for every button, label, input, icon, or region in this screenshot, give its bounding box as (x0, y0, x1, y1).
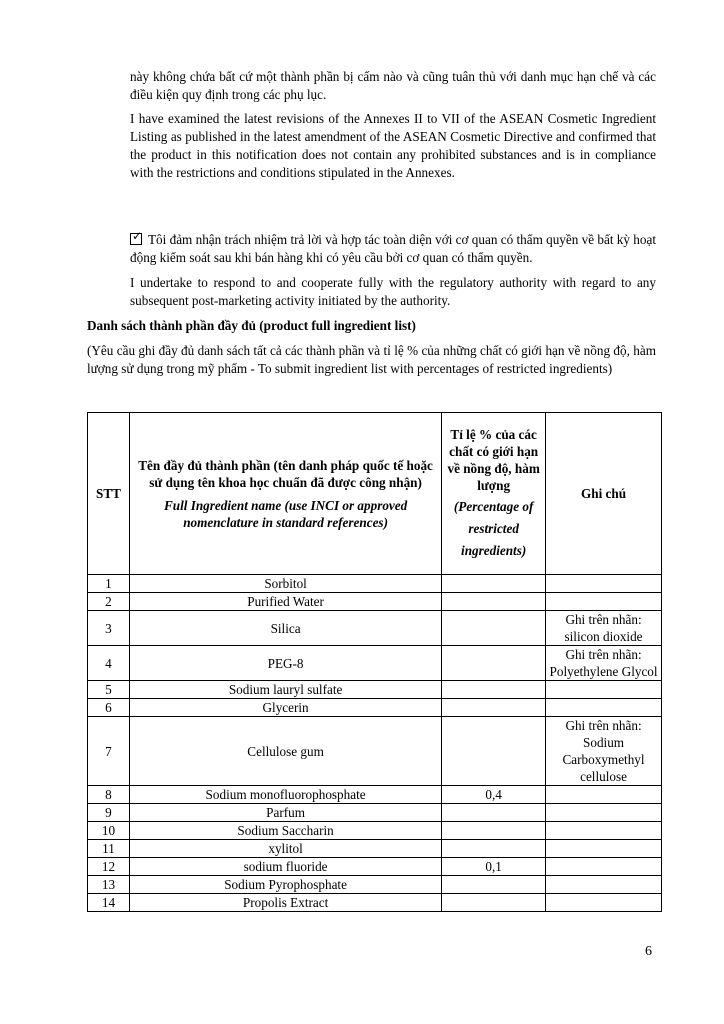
table-row (88, 840, 662, 858)
row-percentage: 0,1 (442, 858, 546, 876)
row-note: Ghi trên nhãn: Polyethylene Glycol (546, 646, 662, 681)
row-note (546, 804, 662, 822)
header-ingredient-name (129, 413, 441, 575)
row-ingredient-name: Sodium monofluorophosphate (129, 786, 441, 804)
row-percentage (442, 681, 546, 699)
row-ingredient-name: PEG-8 (129, 646, 441, 681)
row-ingredient-name: Sodium lauryl sulfate (129, 681, 441, 699)
vi-undertake-paragraph (130, 231, 656, 267)
table-row (88, 681, 662, 699)
row-note (546, 876, 662, 894)
table-row (88, 593, 662, 611)
row-percentage: 0,4 (442, 786, 546, 804)
row-ingredient-name: xylitol (129, 840, 441, 858)
row-ingredient-name: sodium fluoride (129, 858, 441, 876)
row-stt: 12 (88, 858, 130, 876)
row-percentage (442, 840, 546, 858)
row-ingredient-name: Sorbitol (129, 575, 441, 593)
row-stt: 10 (88, 822, 130, 840)
header-percentage (442, 413, 546, 575)
table-row (88, 699, 662, 717)
row-stt: 3 (88, 611, 130, 646)
declaration-checkbox[interactable] (130, 229, 143, 245)
header-name-vi: Tên đầy đủ thành phần (tên danh pháp quốc tế hoặc sử dụng tên khoa học chuẩn đã được công nhận) (138, 457, 433, 490)
check-icon: ✓ (132, 229, 143, 243)
table-row (88, 876, 662, 894)
page-number: 6 (645, 944, 652, 959)
row-note: Ghi trên nhãn: silicon dioxide (546, 611, 662, 646)
table-body (88, 575, 662, 912)
header-note: Ghi chú (546, 413, 662, 575)
vi-annex-paragraph: này không chứa bất cứ một thành phần bị cấm nào và cũng tuân thủ với danh mục hạn chế và các điều kiện quy định trong các phụ lục. (130, 69, 656, 102)
row-percentage (442, 611, 546, 646)
row-percentage (442, 804, 546, 822)
row-note (546, 858, 662, 876)
vi-undertake-text: Tôi đảm nhận trách nhiệm trả lời và hợp tác toàn diện với cơ quan có thẩm quyền về bất kỳ hoạt động kiểm soát sau khi bán hàng khi có yêu cầu bởi cơ quan có thẩm quyền. (130, 232, 656, 265)
en-undertake-paragraph: I undertake to respond to and cooperate fully with the regulatory authority with regard to any subsequent post-marketing activity initiated by the authority. (130, 275, 656, 308)
row-note (546, 699, 662, 717)
row-stt: 6 (88, 699, 130, 717)
row-percentage (442, 575, 546, 593)
row-ingredient-name: Parfum (129, 804, 441, 822)
row-ingredient-name: Purified Water (129, 593, 441, 611)
row-note (546, 681, 662, 699)
row-percentage (442, 894, 546, 912)
header-pct-en: (Percentage of restricted ingredients) (453, 498, 534, 558)
row-stt: 11 (88, 840, 130, 858)
row-note (546, 822, 662, 840)
row-percentage (442, 822, 546, 840)
table-row (88, 822, 662, 840)
row-ingredient-name: Glycerin (129, 699, 441, 717)
row-percentage (442, 699, 546, 717)
table-row (88, 575, 662, 593)
row-stt: 7 (88, 717, 130, 786)
row-percentage (442, 646, 546, 681)
row-ingredient-name: Sodium Pyrophosphate (129, 876, 441, 894)
ingredient-table (87, 412, 662, 912)
row-stt: 14 (88, 894, 130, 912)
row-ingredient-name: Propolis Extract (129, 894, 441, 912)
row-stt: 8 (88, 786, 130, 804)
row-stt: 13 (88, 876, 130, 894)
row-ingredient-name: Cellulose gum (129, 717, 441, 786)
en-annex-paragraph: I have examined the latest revisions of the Annexes II to VII of the ASEAN Cosmetic Ingredient Listing as published in the latest amendment of the ASEAN Cosmetic Directive and confirmed that the product in this notification does not contain any prohibited substances and is in compliance with the restrictions and conditions stipulated in the Annexes. (130, 111, 656, 180)
row-note (546, 840, 662, 858)
row-note: Ghi trên nhãn: Sodium Carboxymethyl cellulose (546, 717, 662, 786)
table-row (88, 894, 662, 912)
ingredient-list-note: (Yêu cầu ghi đầy đủ danh sách tất cả các thành phần và tỉ lệ % của những chất có giới hạn về nồng độ, hàm lượng sử dụng trong mỹ phẩm - To submit ingredient list with percentages of restricted ingredients) (87, 343, 656, 376)
row-note (546, 593, 662, 611)
row-stt: 5 (88, 681, 130, 699)
table-row (88, 646, 662, 681)
row-note (546, 575, 662, 593)
table-header-row (88, 413, 662, 575)
row-note (546, 786, 662, 804)
header-name-en: Full Ingredient name (use INCI or approved nomenclature in standard references) (163, 497, 408, 530)
row-percentage (442, 876, 546, 894)
table-row (88, 804, 662, 822)
table-row (88, 717, 662, 786)
row-percentage (442, 717, 546, 786)
header-stt: STT (88, 413, 130, 575)
table-row (88, 611, 662, 646)
row-stt: 9 (88, 804, 130, 822)
row-ingredient-name: Silica (129, 611, 441, 646)
row-ingredient-name: Sodium Saccharin (129, 822, 441, 840)
header-pct-vi: Tỉ lệ % của các chất có giới hạn về nồng độ, hàm lượng (447, 426, 540, 493)
ingredient-list-heading: Danh sách thành phần đầy đủ (product full ingredient list) (87, 318, 416, 333)
row-stt: 4 (88, 646, 130, 681)
row-note (546, 894, 662, 912)
table-row (88, 858, 662, 876)
table-row (88, 786, 662, 804)
row-stt: 1 (88, 575, 130, 593)
row-percentage (442, 593, 546, 611)
row-stt: 2 (88, 593, 130, 611)
